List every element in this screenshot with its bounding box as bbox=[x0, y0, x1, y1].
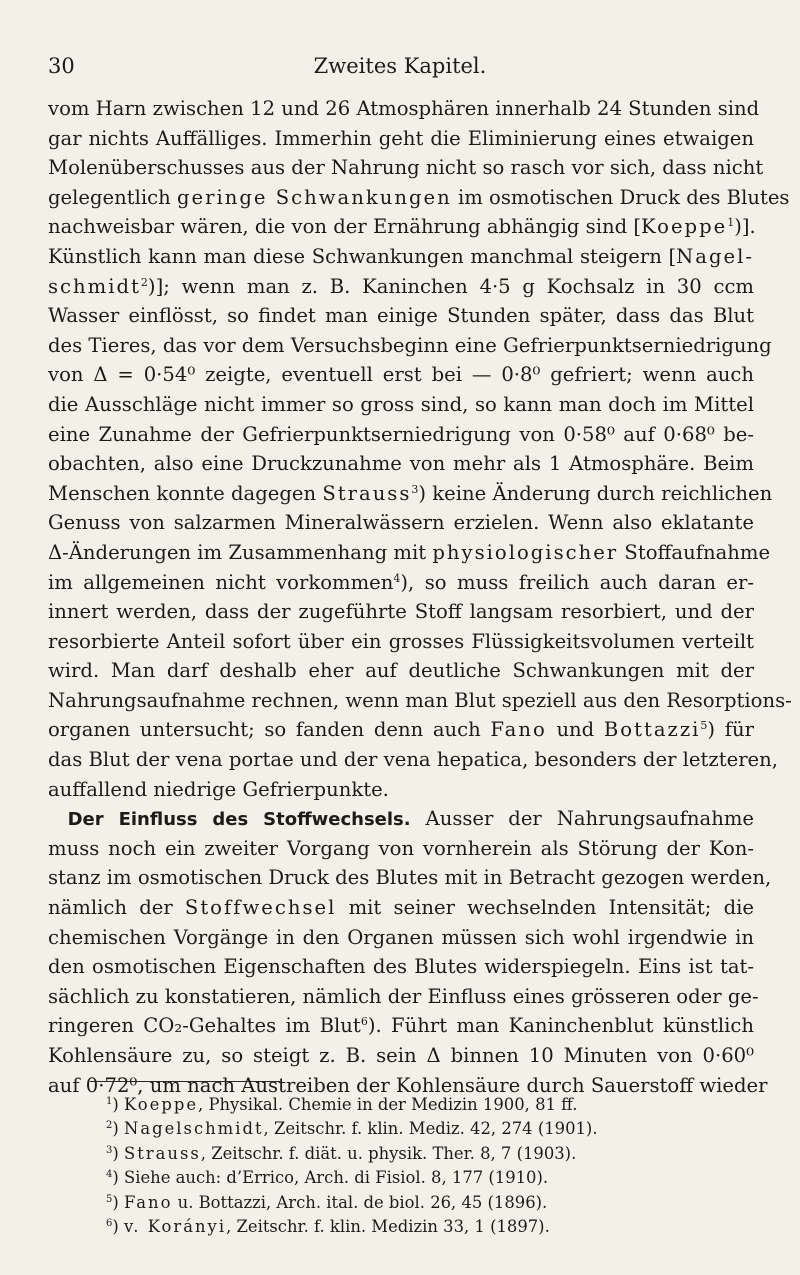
text-line: chemischen Vorgänge in den Organen müssen sich wohl irgendwie in bbox=[48, 925, 754, 949]
emphasis: physiologischer bbox=[432, 540, 619, 564]
text-line: die Ausschläge nicht immer so gross sind, so kann man doch im Mittel bbox=[48, 392, 754, 416]
footnote-number: 2 bbox=[106, 1120, 113, 1132]
footnote: $^3$) Strauss, Zeitschr. f. diät. u. physik. Ther. 8, 7 (1903). bbox=[106, 1143, 577, 1163]
footnote-author: Strauss bbox=[123, 1143, 201, 1163]
author-name: Strauss bbox=[322, 481, 412, 505]
footnote-ref: 4 bbox=[393, 571, 401, 585]
footnote-number: 5 bbox=[106, 1193, 113, 1205]
text-line: Molenüberschusses aus der Nahrung nicht so rasch vor sich, dass nicht bbox=[48, 156, 764, 180]
footnote: $^6$) v. Korányi, Zeitschr. f. klin. Medizin 33, 1 (1897). bbox=[106, 1216, 550, 1236]
footnote: $^2$) Nagelschmidt, Zeitschr. f. klin. Mediz. 42, 274 (1901). bbox=[106, 1119, 598, 1139]
body-text bbox=[48, 94, 792, 1100]
running-head: Zweites Kapitel. bbox=[313, 54, 487, 78]
text-line: Δ-Änderungen im Zusammenhang mit physiologischer Stoffaufnahme bbox=[48, 540, 771, 564]
author-name: schmidt bbox=[48, 274, 141, 298]
footnote-ref: 5 bbox=[700, 719, 708, 733]
text-line: gar nichts Auffälliges. Immerhin geht die Eliminierung eines etwaigen bbox=[48, 126, 754, 150]
footnote-number: 4 bbox=[106, 1169, 113, 1181]
footnote-author: v. Korányi bbox=[123, 1216, 227, 1236]
text-line: sächlich zu konstatieren, nämlich der Einfluss eines grösseren oder ge- bbox=[48, 984, 759, 1008]
text-line: Menschen konnte dagegen Strauss$^3$) keine Änderung durch reichlichen bbox=[48, 481, 773, 505]
text-line: resorbierte Anteil sofort über ein grosses Flüssigkeitsvolumen verteilt bbox=[48, 629, 754, 653]
footnote: $^4$) Siehe auch: d’Errico, Arch. di Fisiol. 8, 177 (1910). bbox=[106, 1168, 549, 1188]
text-line: wird. Man darf deshalb eher auf deutliche Schwankungen mit der bbox=[48, 659, 754, 683]
author-name: Koeppe bbox=[641, 215, 728, 239]
footnote: $^1$) Koeppe, Physikal. Chemie in der Medizin 1900, 81 ff. bbox=[106, 1095, 578, 1114]
footnote: $^5$) Fano u. Bottazzi, Arch. ital. de biol. 26, 45 (1896). bbox=[106, 1192, 548, 1212]
footnote-divider bbox=[90, 1081, 280, 1082]
text-line: den osmotischen Eigenschaften des Blutes widerspiegeln. Eins ist tat- bbox=[48, 955, 754, 979]
text-line: ringeren CO₂-Gehaltes im Blut$^6$). Führt man Kaninchenblut künstlich bbox=[48, 1014, 755, 1038]
text-line: schmidt$^2$)]; wenn man z. B. Kaninchen 4·5 g Kochsalz in 30 ccm bbox=[48, 274, 754, 298]
text-line: von Δ = 0·54⁰ zeigte, eventuell erst bei — 0·8⁰ gefriert; wenn auch bbox=[48, 363, 754, 387]
text-line: stanz im osmotischen Druck des Blutes mit in Betracht gezogen werden, bbox=[48, 866, 772, 890]
text-line: innert werden, dass der zugeführte Stoff langsam resorbiert, und der bbox=[48, 600, 754, 624]
author-name: Bottazzi bbox=[603, 718, 701, 742]
footnote-author: Koeppe bbox=[123, 1095, 199, 1114]
text-line: auffallend niedrige Gefrierpunkte. bbox=[48, 777, 389, 801]
footnote-author: Nagelschmidt bbox=[123, 1119, 264, 1139]
text-line: nachweisbar wären, die von der Ernährung abhängig sind [Koeppe$^1$)]. bbox=[48, 215, 756, 239]
text-line: Nahrungsaufnahme rechnen, wenn man Blut speziell aus den Resorptions- bbox=[48, 688, 792, 712]
footnote-ref: 3 bbox=[411, 482, 419, 496]
footnote-number: 3 bbox=[106, 1144, 113, 1156]
page-header bbox=[0, 54, 800, 84]
footnotes bbox=[106, 1093, 756, 1239]
author-name: Nagel- bbox=[676, 244, 754, 268]
section-heading: Der Einfluss des Stoffwechsels. bbox=[67, 809, 411, 831]
text-line: obachten, also eine Druckzunahme von mehr als 1 Atmosphäre. Beim bbox=[48, 452, 754, 476]
footnote-author: Fano bbox=[123, 1192, 173, 1212]
section-heading-line: Der Einfluss des Stoffwechsels. Ausser der Nahrungsaufnahme bbox=[67, 807, 755, 831]
text-line: vom Harn zwischen 12 und 26 Atmosphären innerhalb 24 Stunden sind bbox=[48, 97, 760, 120]
footnote-number: 6 bbox=[106, 1217, 113, 1229]
footnote-ref: 2 bbox=[140, 275, 148, 289]
page-number: 30 bbox=[48, 54, 75, 78]
text-line: Kohlensäure zu, so steigt z. B. sein Δ binnen 10 Minuten von 0·60⁰ bbox=[48, 1044, 754, 1067]
text-line: Genuss von salzarmen Mineralwässern erzielen. Wenn also eklatante bbox=[48, 511, 754, 535]
author-name: Fano bbox=[490, 718, 547, 742]
emphasis: Stoffwechsel bbox=[184, 896, 337, 920]
emphasis: geringe Schwankungen bbox=[177, 185, 452, 209]
text-line: gelegentlich geringe Schwankungen im osmotischen Druck des Blutes bbox=[48, 185, 790, 209]
text-line: Wasser einflösst, so findet man einige Stunden später, dass das Blut bbox=[48, 304, 754, 328]
footnote-ref: 1 bbox=[727, 216, 735, 230]
text-line: des Tieres, das vor dem Versuchsbeginn eine Gefrierpunktserniedrigung bbox=[48, 333, 772, 357]
text-line: eine Zunahme der Gefrierpunktserniedrigung von 0·58⁰ auf 0·68⁰ be- bbox=[48, 422, 754, 446]
text-line: organen untersucht; so fanden denn auch Fano und Bottazzi$^5$) für bbox=[48, 718, 754, 742]
footnote-ref: 6 bbox=[360, 1015, 368, 1029]
text-line: auf 0·72⁰, um nach Austreiben der Kohlensäure durch Sauerstoff wieder bbox=[48, 1073, 768, 1097]
footnote-number: 1 bbox=[106, 1096, 113, 1107]
text-line: nämlich der Stoffwechsel mit seiner wechselnden Intensität; die bbox=[48, 896, 754, 920]
text-line: muss noch ein zweiter Vorgang von vornherein als Störung der Kon- bbox=[48, 836, 754, 860]
text-line: Künstlich kann man diese Schwankungen manchmal steigern [Nagel- bbox=[48, 244, 754, 268]
text-line: im allgemeinen nicht vorkommen$^4$), so muss freilich auch daran er- bbox=[48, 570, 754, 594]
text-line: das Blut der vena portae und der vena hepatica, besonders der letzteren, bbox=[48, 748, 779, 772]
